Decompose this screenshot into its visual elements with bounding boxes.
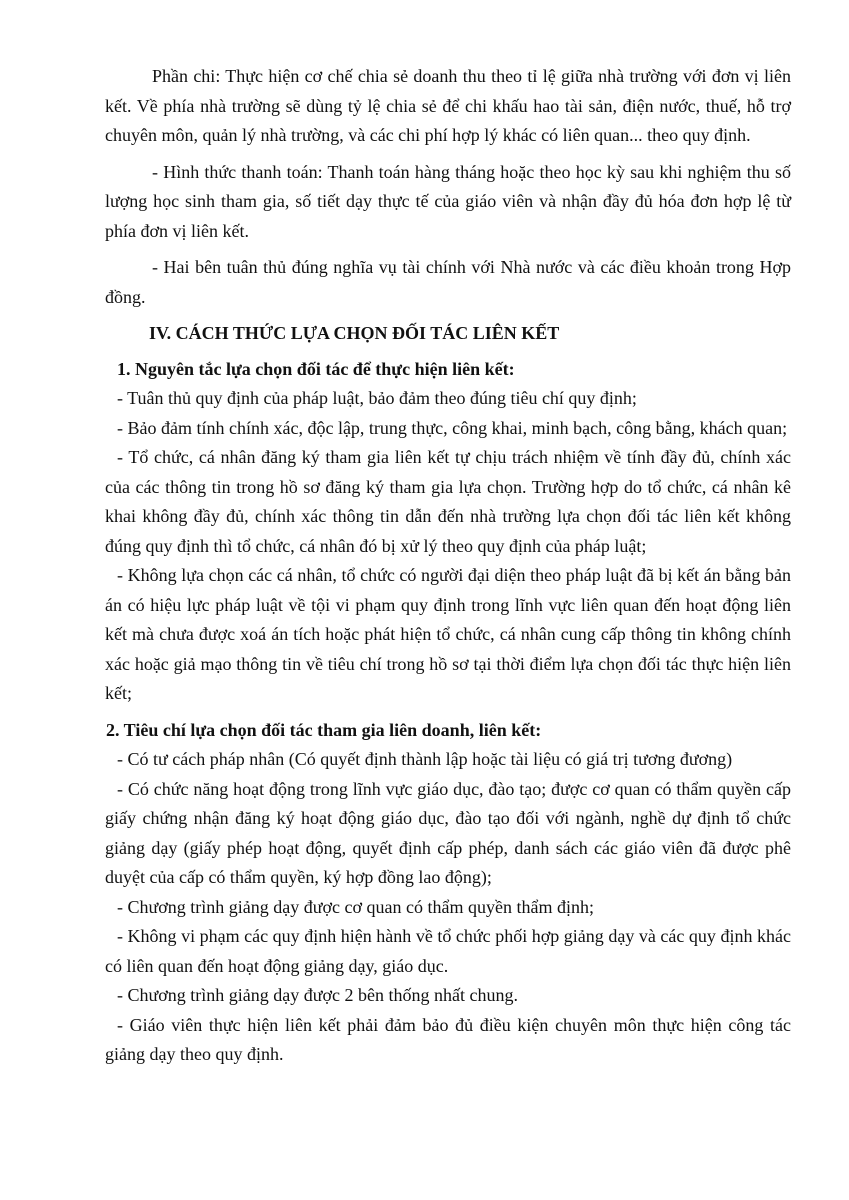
criteria-item: - Có chức năng hoạt động trong lĩnh vực giáo dục, đào tạo; được cơ quan có thẩm quyền cấp giấy chứng nhận đăng ký hoạt động giáo dục, đào tạo đối với ngành, nghề dự định tổ chức giảng dạy (giấy phép hoạt động, quyết định cấp phép, danh sách các giáo viên đã được phê duyệt của cấp có thẩm quyền, ký hợp đồng lao động); xyxy=(105,778,791,887)
criteria-item: - Không vi phạm các quy định hiện hành về tổ chức phối hợp giảng dạy và các quy định khác có liên quan đến hoạt động giảng dạy, giáo dục. xyxy=(105,926,791,976)
criteria-heading: 2. Tiêu chí lựa chọn đối tác tham gia liên doanh, liên kết: xyxy=(106,719,542,740)
criteria-item: - Có tư cách pháp nhân (Có quyết định thành lập hoặc tài liệu có giá trị tương đương) xyxy=(117,749,733,769)
document-page xyxy=(105,62,791,1070)
revenue-sharing-paragraph: Phần chi: Thực hiện cơ chế chia sẻ doanh thu theo tỉ lệ giữa nhà trường với đơn vị liên kết. Về phía nhà trường sẽ dùng tỷ lệ chia sẻ để chi khấu hao tài sản, điện nước, thuế, hỗ trợ chuyên môn, quản lý nhà trường, và các chi phí hợp lý khác có liên quan... theo quy định. xyxy=(105,66,791,145)
criteria-item: - Chương trình giảng dạy được cơ quan có thẩm quyền thẩm định; xyxy=(117,896,594,917)
criteria-item: - Chương trình giảng dạy được 2 bên thống nhất chung. xyxy=(117,985,518,1005)
payment-method-paragraph: - Hình thức thanh toán: Thanh toán hàng tháng hoặc theo học kỳ sau khi nghiệm thu số lượng học sinh tham gia, số tiết dạy thực tế của giáo viên và nhận đầy đủ hóa đơn hợp lệ từ phía đơn vị liên kết. xyxy=(105,161,791,241)
principle-item: - Tuân thủ quy định của pháp luật, bảo đảm theo đúng tiêu chí quy định; xyxy=(117,388,637,408)
principles-heading: 1. Nguyên tắc lựa chọn đối tác để thực hiện liên kết: xyxy=(117,358,515,379)
section-iv-title: IV. CÁCH THỨC LỰA CHỌN ĐỐI TÁC LIÊN KẾT xyxy=(149,323,560,343)
financial-obligation-paragraph: - Hai bên tuân thủ đúng nghĩa vụ tài chính với Nhà nước và các điều khoản trong Hợp đồng. xyxy=(105,257,791,307)
principle-item: - Bảo đảm tính chính xác, độc lập, trung thực, công khai, minh bạch, công bằng, khách quan; xyxy=(117,417,788,438)
principle-item: - Tổ chức, cá nhân đăng ký tham gia liên kết tự chịu trách nhiệm về tính đầy đủ, chính xác của các thông tin trong hồ sơ đăng ký tham gia lựa chọn. Trường hợp do tổ chức, cá nhân kê khai không đầy đủ, chính xác thông tin dẫn đến nhà trường lựa chọn đối tác liên kết không đúng quy định thì tổ chức, cá nhân đó bị xử lý theo quy định của pháp luật; xyxy=(105,447,791,556)
criteria-item: - Giáo viên thực hiện liên kết phải đảm bảo đủ điều kiện chuyên môn thực hiện công tác giảng dạy theo quy định. xyxy=(105,1014,791,1064)
principle-item: - Không lựa chọn các cá nhân, tổ chức có người đại diện theo pháp luật đã bị kết án bằng bản án có hiệu lực pháp luật về tội vi phạm quy định trong lĩnh vực liên quan đến hoạt động liên kết mà chưa được xoá án tích hoặc phát hiện tổ chức, cá nhân cung cấp thông tin không chính xác hoặc giả mạo thông tin về tiêu chí trong hồ sơ tại thời điểm lựa chọn đối tác thực hiện liên kết; xyxy=(105,565,791,703)
